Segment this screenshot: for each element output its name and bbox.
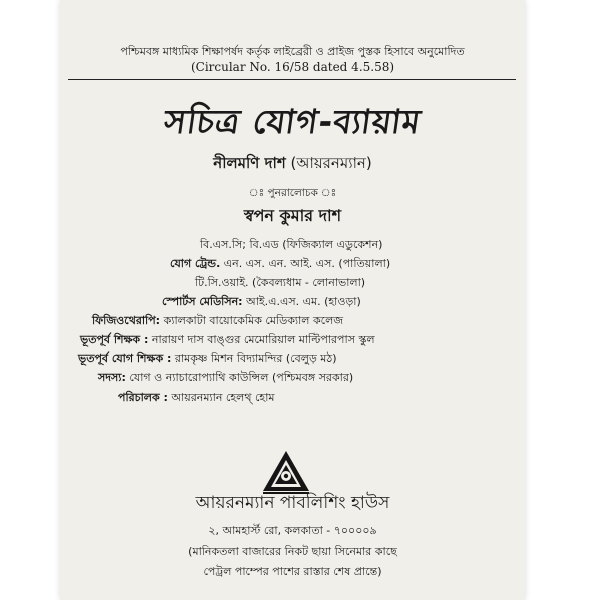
credential-label: সদস্য: xyxy=(98,371,126,384)
author-name: নীলমণি দাশ xyxy=(213,154,286,172)
book-title: সচিত্র যোগ-ব্যায়াম xyxy=(161,102,425,141)
credential-label: ফিজিওথেরাপি: xyxy=(92,314,161,327)
credential-value: আয়রনম্যান হেলথ্ হোম xyxy=(171,391,275,404)
publisher-emblem-icon xyxy=(260,448,312,494)
reviewer-name: স্বপন কুমার দাশ xyxy=(243,206,342,225)
credential-value: যোগ ও ন্যাচারোপ্যাথি কাউন্সিল (পশ্চিমবঙ্গ সরকার) xyxy=(129,371,354,384)
credential-former-yoga-teacher xyxy=(78,350,337,369)
publisher-address: ২, আমহার্স্ট রো, কলকাতা - ৭০০০০৯ xyxy=(208,524,377,537)
credential-value: এন. এস. এন. আই. এস. (পাতিয়ালা) xyxy=(223,257,391,270)
credential-degree: বি.এস.সি; বি.এড (ফিজিক্যাল এডুকেশন) xyxy=(200,238,383,251)
credential-value: নারায়ণ দাস বাঙ্গুর মেমোরিয়াল মাল্টিপারপাস স্কুল xyxy=(151,333,375,346)
book-title-page xyxy=(60,0,525,600)
credential-tcy: টি.সি.ওয়াই. (কৈবল্যধাম - লোনাভালা) xyxy=(195,276,366,289)
credential-label: ভূতপূর্ব যোগ শিক্ষক : xyxy=(78,352,172,365)
publisher-landmark-line: (মানিকতলা বাজারের নিকট ছায়া সিনেমার কাছে xyxy=(188,545,397,558)
author-line xyxy=(60,152,525,177)
credential-label: স্পোর্টস মেডিসিন: xyxy=(162,295,243,308)
credential-yoga-trained xyxy=(170,255,390,274)
publisher-name: আয়রনম্যান পাবলিশিং হাউস xyxy=(195,493,390,513)
credential-label: পরিচালক : xyxy=(118,391,168,404)
credential-value: ক্যালকাটা বায়োকেমিক মেডিক্যাল কলেজ xyxy=(163,314,344,327)
credential-former-teacher xyxy=(80,331,375,350)
credential-label: ভূতপূর্ব শিক্ষক : xyxy=(80,333,149,346)
author-suffix: (আয়রনম্যান) xyxy=(290,154,372,172)
credential-value: রামকৃষ্ণ মিশন বিদ্যামন্দির (বেলুড় মঠ) xyxy=(174,352,337,365)
credential-member xyxy=(98,369,353,388)
publisher-landmark-line: পেট্রল পাম্পের পাশের রাস্তার শেষ প্রান্তে) xyxy=(203,565,382,578)
credential-label: যোগ ট্রেন্ড. xyxy=(170,257,221,270)
credential-physiotherapy xyxy=(92,312,343,331)
divider-rule xyxy=(68,79,516,80)
credential-value: আই.এ.এস. এম. (হাওড়া) xyxy=(246,295,361,308)
circular-number: (Circular No. 16/58 dated 4.5.58) xyxy=(190,60,395,74)
credential-sports-medicine xyxy=(162,293,361,312)
reviewer-label: ঃ পুনরালোচক ঃ xyxy=(248,187,337,199)
credential-director xyxy=(118,389,275,408)
approval-line: পশ্চিমবঙ্গ মাধ্যমিক শিক্ষাপর্ষদ কর্তৃক লাইব্রেরী ও প্রাইজ পুস্তক হিসাবে অনুমোদিত xyxy=(120,45,465,58)
